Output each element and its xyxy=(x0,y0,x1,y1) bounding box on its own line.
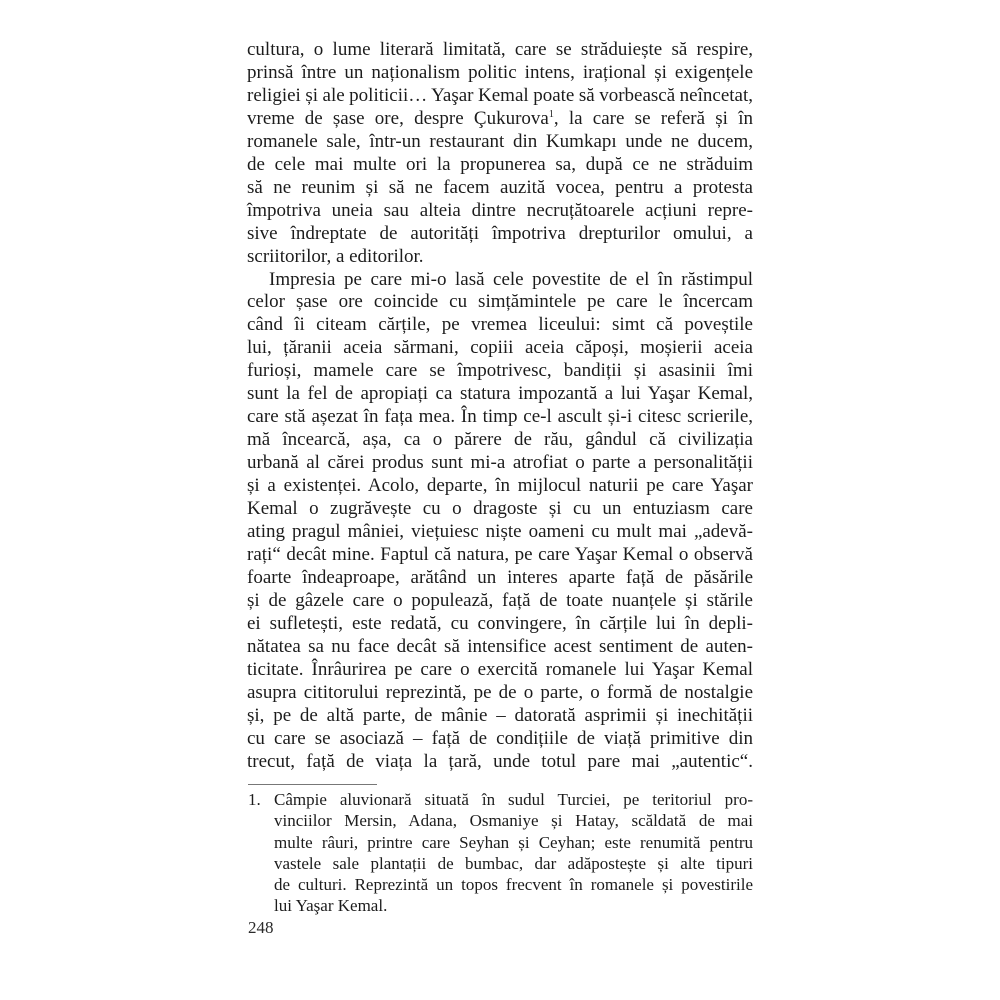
text-line: furioși, mamele care se împotrivesc, bandiții și asasinii îmi xyxy=(247,360,753,382)
footnote-line: vinciilor Mersin, Adana, Osmaniye și Hatay, scăldată de mai xyxy=(274,811,753,831)
text-line: foarte îndeaproape, arătând un interes aparte față de păsările xyxy=(247,566,753,588)
footnote-line: vastele sale plantații de bumbac, dar adăpostește și alte tipuri xyxy=(274,853,753,873)
text-line: ei sufletești, este redată, cu convingere, în cărțile lui în depli- xyxy=(247,612,753,634)
text-line: și a existenței. Acolo, departe, în mijlocul naturii pe care Yaşar xyxy=(247,475,753,497)
text-line: lui, țăranii aceia sărmani, copiii aceia căpoși, moșierii aceia xyxy=(247,337,753,359)
paragraph-2 xyxy=(247,269,753,774)
text-line: romanele sale, într-un restaurant din Kumkapı unde ne ducem, xyxy=(247,130,753,152)
text-line: sunt la fel de apropiați ca statura impozantă a lui Yaşar Kemal, xyxy=(247,383,753,405)
text-line: cu care se asociază – față de condițiile de viață primitive din xyxy=(247,727,753,749)
text-segment: , la care se referă și în xyxy=(553,107,753,129)
text-line: și de gâzele care o populează, față de toate nuanțele și stările xyxy=(247,589,753,611)
text-line: celor șase ore coincide cu simțămintele pe care le încercam xyxy=(247,291,753,313)
text-line: religiei și ale politicii… Yaşar Kemal poate să vorbească neîncetat, xyxy=(247,84,753,106)
text-line: și, pe de altă parte, de mânie – datorată asprimii și inechității xyxy=(247,704,753,726)
text-line: care stă așezat în fața mea. În timp ce-l ascult și-i citesc scrierile, xyxy=(247,406,753,428)
text-line: nătatea sa nu face decât să intensifice acest sentiment de auten- xyxy=(247,635,753,657)
footnote-line: multe râuri, printre care Seyhan și Ceyhan; este renumită pentru xyxy=(274,832,753,852)
text-line: urbană al cărei produs sunt mi-a atrofiat o parte a personalității xyxy=(247,452,753,474)
text-line: scriitorilor, a editorilor. xyxy=(247,245,424,267)
text-line: Impresia pe care mi-o lasă cele povestite de el în răstimpul xyxy=(269,268,753,290)
footnote-line: lui Yaşar Kemal. xyxy=(274,896,388,916)
text-line: Kemal o zugrăvește cu o dragoste și cu un entuziasm care xyxy=(247,498,753,520)
footnote-line: Câmpie aluvionară situată în sudul Turciei, pe teritoriul pro- xyxy=(274,790,753,809)
text-line: asupra cititorului reprezintă, pe de o parte, o formă de nostalgie xyxy=(247,681,753,703)
footnote-text xyxy=(274,789,753,917)
text-line: când îi citeam cărțile, pe vremea liceului: simt că poveștile xyxy=(247,314,753,336)
page-number: 248 xyxy=(248,918,274,937)
text-line: ating pragul mâniei, viețuiesc niște oameni cu mult mai „adevă- xyxy=(247,521,753,543)
footnote xyxy=(248,789,753,917)
text-line: cultura, o lume literară limitată, care se străduiește să respire, xyxy=(247,39,753,60)
text-line: trecut, față de viața la țară, unde totul pare mai „autentic“. xyxy=(247,750,753,772)
footnote-number: 1. xyxy=(248,790,261,809)
text-line: împotriva uneia sau alteia dintre necruțătoarele acțiuni repre- xyxy=(247,199,753,221)
paragraph-1 xyxy=(247,39,753,269)
text-line: de cele mai multe ori la propunerea sa, după ce ne străduim xyxy=(247,153,753,175)
text-line: mă încearcă, așa, ca o părere de rău, gândul că civilizația xyxy=(247,429,753,451)
text-line-with-footnote-ref xyxy=(247,108,753,131)
text-line: prinsă între un naționalism politic intens, irațional și exigențele xyxy=(247,61,753,83)
text-line: sive îndreptate de autorități împotriva drepturilor omului, a xyxy=(247,222,753,244)
page-body xyxy=(247,39,753,774)
footnote-line: de culturi. Reprezintă un topos frecvent în romanele și povestirile xyxy=(274,875,753,895)
text-line: să ne reunim și să ne facem auzită vocea, pentru a protesta xyxy=(247,176,753,198)
text-line: ticitate. Înrâurirea pe care o exercită romanele lui Yaşar Kemal xyxy=(247,658,753,680)
text-line: rați“ decât mine. Faptul că natura, pe care Yaşar Kemal o observă xyxy=(247,543,753,565)
text-segment: vreme de șase ore, despre Çukurova xyxy=(247,107,549,129)
footnote-separator xyxy=(248,784,377,785)
footnote-reference[interactable]: 1 xyxy=(548,108,554,120)
